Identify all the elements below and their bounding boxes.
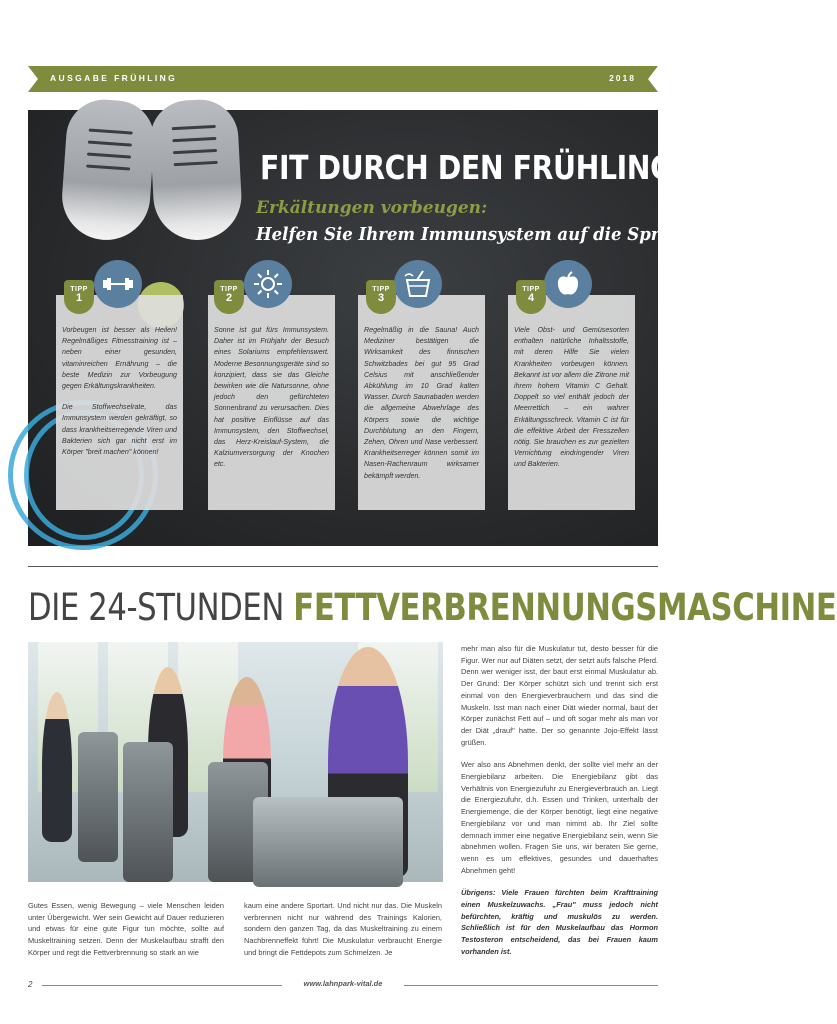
tip-4-text: Viele Obst- und Gemüsesorten enthalten natürliche Inhaltsstoffe, mit deren Hilfe Sie vielen Krankheiten vorbeugen können. Bekannt ist vor allem die Zitrone mit ihrem hohem Vitamin C Gehalt. Doppelt so viel enthält jedoch der Meerrettich – ein wahrer Erkältungsschreck. Vitamin C ist für die effektive Arbeit der Fresszellen nötig. Sie brauchen es zur gezielten Vernichtung eindringender Viren und Bakterien. xyxy=(514,326,629,469)
section-divider xyxy=(28,566,658,567)
article-headline: DIE 24-STUNDEN FETTVERBRENNUNGSMASCHINE xyxy=(28,586,837,629)
tip-card-2 xyxy=(208,295,335,510)
sneaker-left-image xyxy=(59,97,157,243)
sauna-bucket-icon xyxy=(394,260,442,308)
sun-icon xyxy=(244,260,292,308)
issue-year: 2018 xyxy=(609,73,636,83)
article-note: Übrigens: Viele Frauen fürchten beim Krafttraining einen Muskelzuwachs. „Frau" muss jedoch nicht befürchten, kräftig und muskulös zu werden. Schließlich ist für den Muskelaufbau das Hormon Testosteron entscheidend, das bei Frauen kaum vorhanden ist. xyxy=(461,888,658,956)
hero-chalkboard xyxy=(28,110,712,546)
article-column-1: Gutes Essen, wenig Bewegung – viele Menschen leiden unter Übergewicht. Wer sein Gewicht auf Dauer reduzieren und etwas für eine gute Figur tun möchte, sollte auf Muskeltraining setzen. Denn der Muskelaufbau strafft den Körper und regt die Fettverbrennung so stark an wie xyxy=(28,901,224,957)
dumbbell-icon xyxy=(94,260,142,308)
tip-badge-1: TIPP 1 xyxy=(64,280,94,314)
issue-label: AUSGABE FRÜHLING xyxy=(50,73,178,83)
tip-1-text: Vorbeugen ist besser als Heilen! Regelmäßiges Fitnesstraining ist – neben einer gesunden, vitaminreichen Ernährung – die beste Medizin zur Vorbeugung gegen Erkältungskrankheiten. Die Stoffwechselrate, das Immunsystem werden gekräftigt, so dass krankheitserregende Viren und Bakterien sich gar nicht erst im Körper "breit machen" können! xyxy=(62,326,177,457)
hero-subtitle-tagline: Helfen Sie Ihrem Immunsystem auf die Sprünge. xyxy=(256,224,712,245)
tip-card-1 xyxy=(56,295,183,510)
tip-badge-2: TIPP 2 xyxy=(214,280,244,314)
tip-3-text: Regelmäßig in die Sauna! Auch Mediziner bestätigen die Wirksamkeit des finnischen Schwitzbades bei gut 95 Grad Celsius mit anschließender Abkühlung im 10 Grad kalten Wasser. Durch Saunabaden werden die allgemeine Abwehrlage des Körpers sowie die wichtige Durchblutung an den Fingern, Zehen, Ohren und Nase verbessert. Krankheitserreger können somit im Nasen-Rachenraum wirksamer bekämpft werden. xyxy=(364,326,479,480)
hero-subtitle: Erkältungen vorbeugen: xyxy=(256,198,488,218)
article-column-3: mehr man also für die Muskulatur tut, desto besser für die Figur. Wer nur auf Diäten setzt, der setzt aufs falsche Pferd. Denn wer weniger isst, der baut erst einmal Muskulatur ab. Der Grund: Der Körper schützt sich und trennt sich erst einmal von den Energieverbrauchern und das sind die Muskeln. Isst man nach einer Diät wieder normal, baut der Körper zunächst Fett auf – und oft sogar mehr als man vor der Diät „drauf" hatte. Der so genannte Jojo-Effekt lässt grüßen. Wer also ans Abnehmen denkt, der sollte viel mehr an der Energiebilanz arbeiten. Die Energiebilanz gibt das Verhältnis von Energiezufuhr zu Energieverbrauch an. Liegt die Energiezufuhr, d.h. Essen und Trinken, unterhalb der Energiemenge, die der Körper benötigt, liegt eine negative Energiebilanz vor und man nimmt ab. Ihr Ziel sollte demnach immer eine negative Energiebilanz sein, wenn Sie abnehmen wollen. Fragen Sie uns, wir beraten Sie gerne, wenn es um effektives, gesundes und dauerhaftes Abnehmen geht! Übrigens: Viele Frauen fürchten beim Krafttraining einen Muskelzuwachs. „Frau" muss jedoch nicht befürchten, kräftig und muskulös zu werden. Schließlich ist für den Muskelaufbau das Hormon Testosteron entscheidend, das bei Frauen kaum vorhanden ist. xyxy=(461,644,658,956)
article-column-2: kaum eine andere Sportart. Und nicht nur das. Die Muskeln verbrennen nicht nur während des Trainings Kalorien, sondern den ganzen Tag, da das Muskeltraining zu einem Nachbrenneffekt führt! Die Muskulatur verbraucht Energie und bringt die Fettdepots zum Schmelzen. Je xyxy=(244,901,442,957)
tip-badge-4: TIPP 4 xyxy=(516,280,546,314)
page-number: 2 xyxy=(28,980,33,989)
tip-card-3 xyxy=(358,295,485,510)
tip-2-text: Sonne ist gut fürs Immunsystem. Daher ist im Frühjahr der Besuch eines Solariums empfehlenswert. Moderne Besonnungsgeräte sind so konzipiert, dass sie das Gleiche bewirken wie die Natursonne, ohne jedoch den gefürchteten Sonnenbrand zu verursachen. Dies hat positive Einflüsse auf das Immunsystem, den Stoffwechsel, das Herz-Kreislauf-System, die Kalziumversorgung der Knochen etc. xyxy=(214,326,329,469)
gym-photo xyxy=(28,642,443,882)
apple-icon xyxy=(544,260,592,308)
tip-badge-3: TIPP 3 xyxy=(366,280,396,314)
tip-card-4 xyxy=(508,295,635,510)
hero-title: FIT DURCH DEN FRÜHLING! xyxy=(260,148,686,187)
footer-url: www.lahnpark-vital.de xyxy=(303,979,383,988)
issue-banner xyxy=(28,66,658,92)
sneaker-right-image xyxy=(148,98,243,242)
